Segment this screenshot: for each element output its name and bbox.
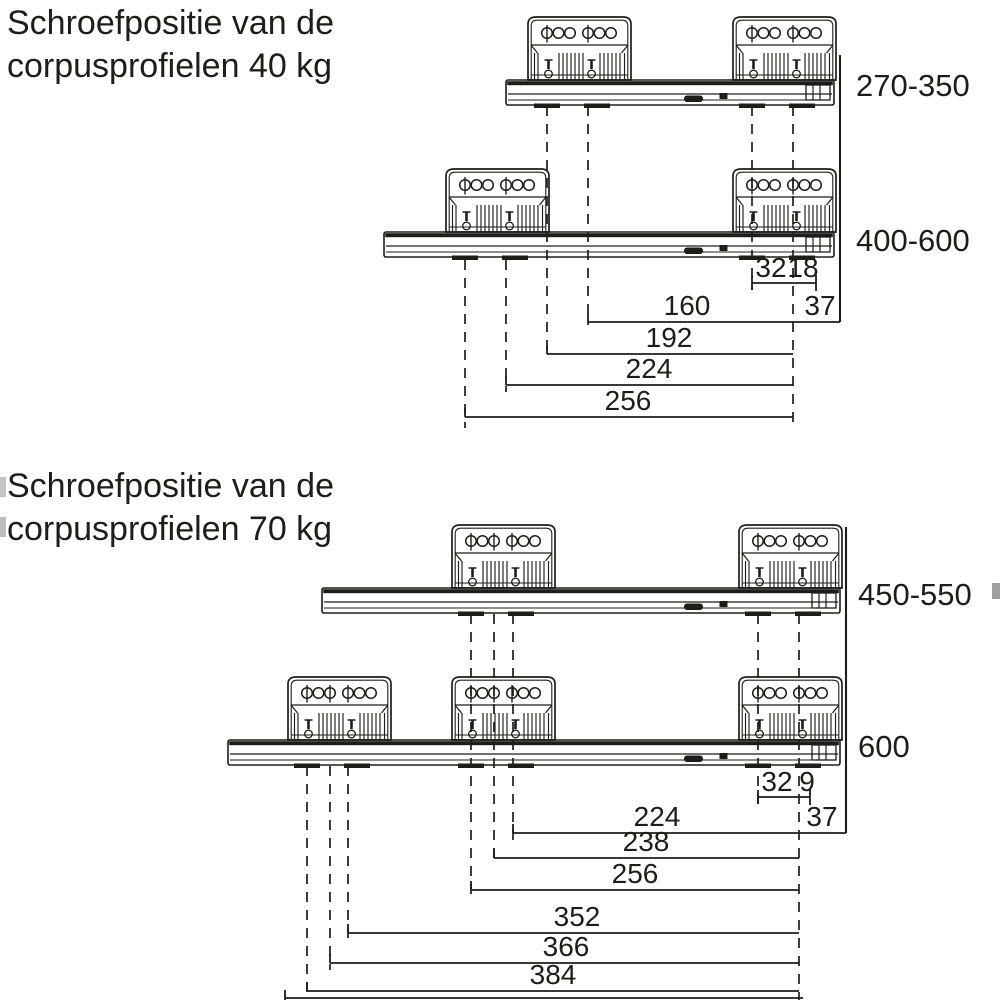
rail-clip [720,93,728,99]
rail-clip [684,604,703,611]
dim-label: 384 [529,959,577,990]
depth-range-label: 270-350 [856,68,970,103]
dim-label: 9 [799,766,815,797]
depth-range-label: 450-550 [858,577,972,612]
dim-label: 160 [663,290,711,321]
rail-clip [684,96,703,103]
dim-label: 256 [611,858,659,889]
section-title-line1: Schroefpositie van de [7,4,334,42]
rail-clip [720,601,728,607]
section-title-line1: Schroefpositie van de [7,467,334,505]
rail-end-cap [806,85,830,100]
edge-artifact [0,477,6,497]
depth-range-label: 600 [858,729,910,764]
section-title-line2: corpusprofielen 70 kg [7,510,333,548]
dim-label: 224 [633,801,681,832]
rail-clip [720,753,728,759]
rail-end-cap [812,593,836,608]
dim-label: 192 [645,322,693,353]
mounting-bracket [739,677,842,740]
mounting-bracket [452,677,555,740]
dim-label: 37 [804,290,836,321]
dimension-160-37 [588,313,840,322]
rail-end-cap [812,745,836,760]
rail-400-600 [384,169,836,260]
dim-label: 366 [542,931,590,962]
section-title-line2: corpusprofielen 40 kg [7,47,333,85]
mounting-bracket [733,17,836,80]
section-70kg [7,467,972,1000]
rail-270-350 [506,17,836,108]
rail-end-cap [806,237,830,252]
depth-range-label: 400-600 [856,223,970,258]
mounting-bracket [288,677,391,740]
dim-label: 224 [625,353,673,384]
dim-label: 32 [755,252,787,283]
rail-600 [228,677,842,768]
rail-clip [720,245,728,251]
section-40kg [7,4,970,417]
edge-artifact [992,583,1000,599]
mounting-bracket [739,525,842,588]
rail-clip [684,756,703,763]
edge-artifact [0,517,6,537]
dim-label: 256 [604,385,652,416]
rail-450-550 [322,525,842,616]
dim-label: 37 [806,801,838,832]
dim-label: 32 [761,766,793,797]
dim-label: 238 [622,826,670,857]
dim-label: 352 [553,901,601,932]
mounting-bracket [446,169,549,232]
mounting-bracket [528,17,631,80]
dim-label: 18 [787,252,819,283]
mounting-bracket [733,169,836,232]
rail-clip [684,248,703,255]
mounting-bracket [452,525,555,588]
